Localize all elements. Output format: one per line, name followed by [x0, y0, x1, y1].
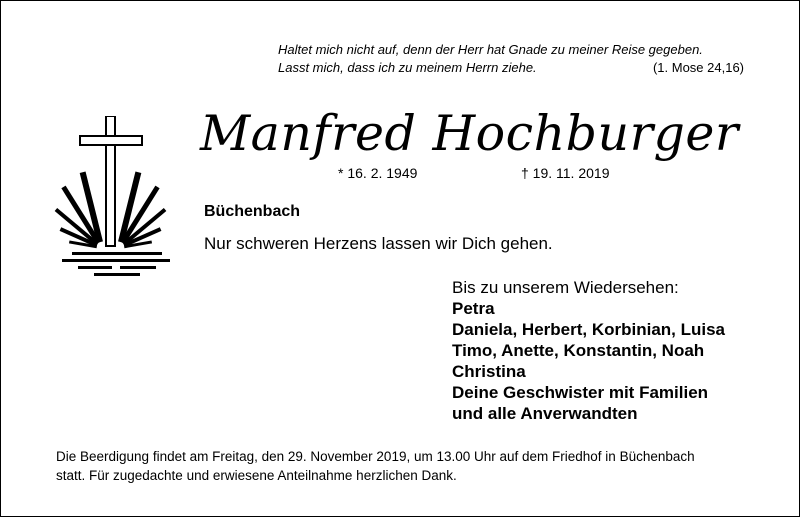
verse-reference: (1. Mose 24,16) — [652, 60, 744, 75]
funeral-details — [56, 447, 756, 485]
mourner-line: Christina — [452, 362, 526, 381]
mourner-line: Timo, Anette, Konstantin, Noah — [452, 341, 705, 360]
mourner-line: und alle Anverwandten — [452, 404, 638, 423]
place-name: Büchenbach — [204, 203, 301, 220]
funeral-details-line-1: Die Beerdigung findet am Freitag, den 29. November 2019, um 13.00 Uhr auf dem Friedhof in Büchenbach — [56, 449, 695, 464]
cross-rising-sun-icon — [54, 116, 179, 276]
deceased-name: Manfred Hochburger — [200, 105, 739, 162]
bible-verse — [278, 41, 744, 77]
mourner-line: Daniela, Herbert, Korbinian, Luisa — [452, 320, 726, 339]
funeral-details-line-2: statt. Für zugedachte und erwiesene Anteilnahme herzlichen Dank. — [56, 468, 457, 483]
death-date: † 19. 11. 2019 — [521, 165, 610, 181]
birth-date: * 16. 2. 1949 — [338, 165, 418, 181]
mourner-line: Petra — [452, 299, 495, 318]
mourners-list — [452, 277, 725, 424]
mourners-intro: Bis zu unserem Wiedersehen: — [452, 278, 679, 297]
farewell-text: Nur schweren Herzens lassen wir Dich gehen. — [204, 234, 553, 253]
verse-line-1: Haltet mich nicht auf, denn der Herr hat Gnade zu meiner Reise gegeben. — [278, 42, 703, 57]
verse-line-2: Lasst mich, dass ich zu meinem Herrn ziehe. — [278, 60, 537, 75]
mourner-line: Deine Geschwister mit Familien — [452, 383, 709, 402]
